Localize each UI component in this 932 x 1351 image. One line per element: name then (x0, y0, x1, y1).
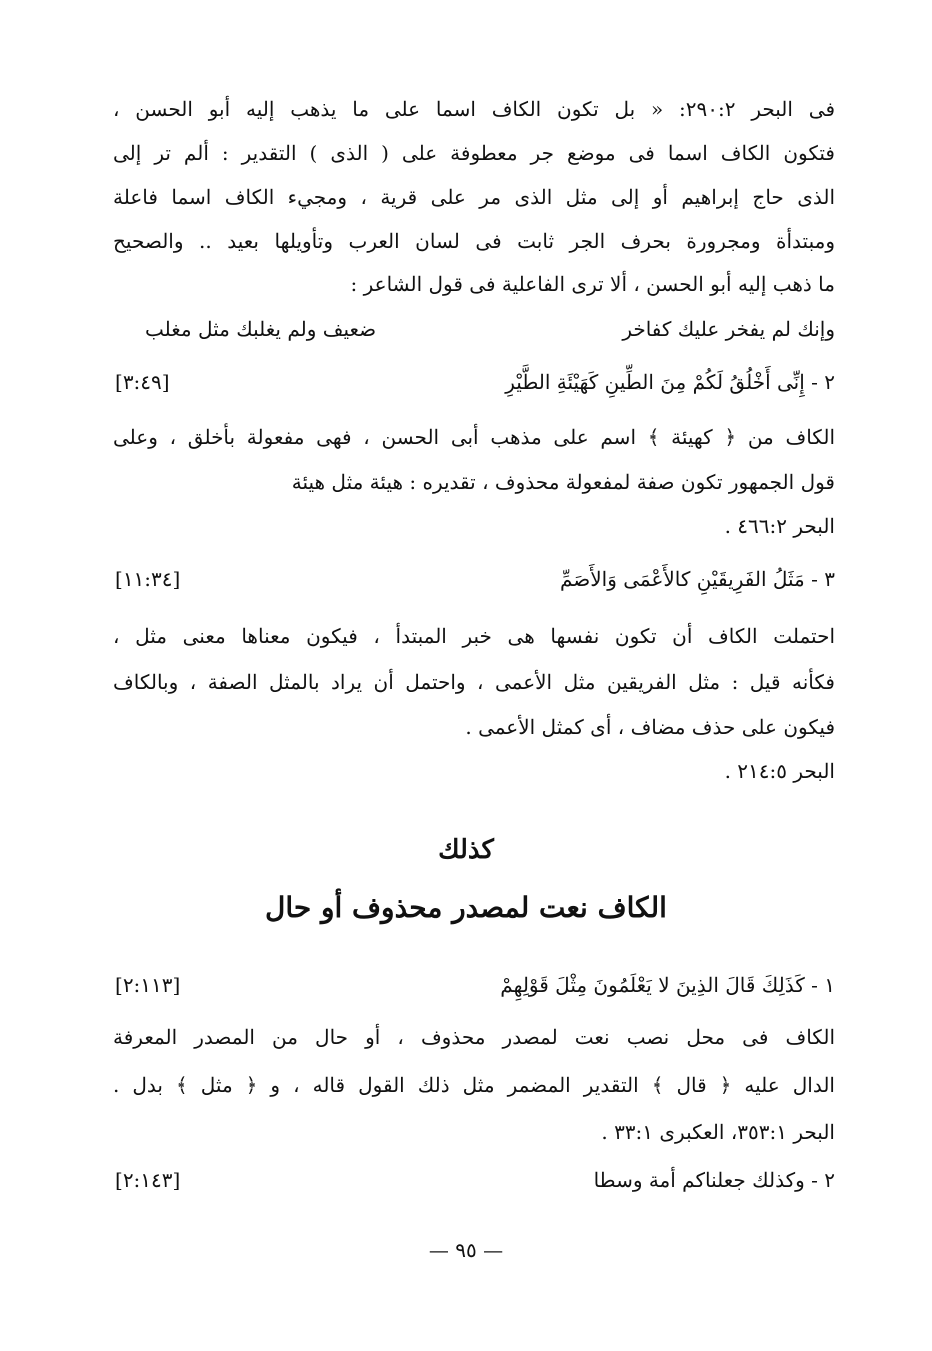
quran-verse: ٢ - وكذلك جعلناكم أمة وسطا (593, 1168, 835, 1192)
verse-reference: [٢:١١٣] (115, 973, 181, 997)
verse-first-hemistich: وإنك لم يفخر عليك كفاخر (622, 317, 835, 341)
verse-reference: [٢:١٤٣] (115, 1168, 181, 1192)
text-line: الذى حاج إبراهيم أو إلى مثل الذى مر على قرية ، ومجيء الكاف اسما فاعلة (113, 185, 835, 209)
text-line: فكأنه قيل : مثل الفريقين مثل الأعمى ، واحتمل أن يراد بالمثل الصفة ، وبالكاف (113, 670, 835, 694)
text-line: ومبتدأة ومجرورة بحرف الجر ثابت فى لسان العرب وتأويلها بعيد .. والصحيح (113, 229, 835, 253)
section-subheading: الكاف نعت لمصدر محذوف أو حال (265, 891, 667, 924)
page-number: — ٩٥ — (428, 1238, 504, 1262)
text-line: احتملت الكاف أن تكون نفسها هى خبر المبتدأ ، فيكون معناها معنى مثل ، (113, 624, 835, 648)
text-line: الدال عليه ﴿ قال ﴾ التقدير المضمر مثل ذلك القول قاله ، و ﴿ مثل ﴾ بدل . (113, 1073, 835, 1097)
quran-verse: ٣ - مَثَلُ الفَرِيقَيْنِ كالأَعْمَى وَالأَصَمِّ (559, 567, 835, 591)
section-heading: كذلك (438, 835, 494, 865)
text-line: فى البحر ٢٩٠:٢: « بل تكون الكاف اسما على ما يذهب إليه أبو الحسن ، (113, 97, 836, 121)
text-line: الكاف فى محل نصب نعت لمصدر محذوف ، أو حال من المصدر المعرفة (113, 1025, 835, 1049)
verse-second-hemistich: ضعيف ولم يغلبك مثل مغلب (145, 317, 377, 341)
quran-verse: ١ - كَذَلِكَ قَالَ الذِينَ لا يَعْلَمُونَ مِثْلَ قَوْلِهِمْ (500, 973, 835, 997)
text-line: ما ذهب إليه أبو الحسن ، ألا ترى الفاعلية فى قول الشاعر : (350, 272, 835, 296)
citation-line: البحر ٤٦٦:٢ . (724, 514, 835, 538)
citation-line: البحر ٣٥٣:١، العكبرى ٣٣:١ . (601, 1120, 835, 1144)
text-line: الكاف من ﴿ كهيئة ﴾ اسم على مذهب أبى الحسن ، فهى مفعولة بأخلق ، وعلى (113, 425, 835, 449)
quran-verse: ٢ - إِنِّى أَخْلُقُ لَكُمْ مِنَ الطِّينِ كَهَيْئَةِ الطَّيْرِ (505, 370, 835, 394)
verse-reference: [٣:٤٩] (115, 370, 170, 394)
citation-line: البحر ٢١٤:٥ . (724, 759, 835, 783)
text-line: قول الجمهور تكون صفة لمفعولة محذوف ، تقديره : هيئة مثل هيئة (291, 470, 835, 494)
verse-reference: [١١:٣٤] (115, 567, 181, 591)
text-line: فيكون على حذف مضاف ، أى كمثل الأعمى . (465, 715, 835, 739)
text-line: فتكون الكاف اسما فى موضع جر معطوفة على ( الذى ) التقدير : ألم تر إلى (113, 141, 835, 165)
